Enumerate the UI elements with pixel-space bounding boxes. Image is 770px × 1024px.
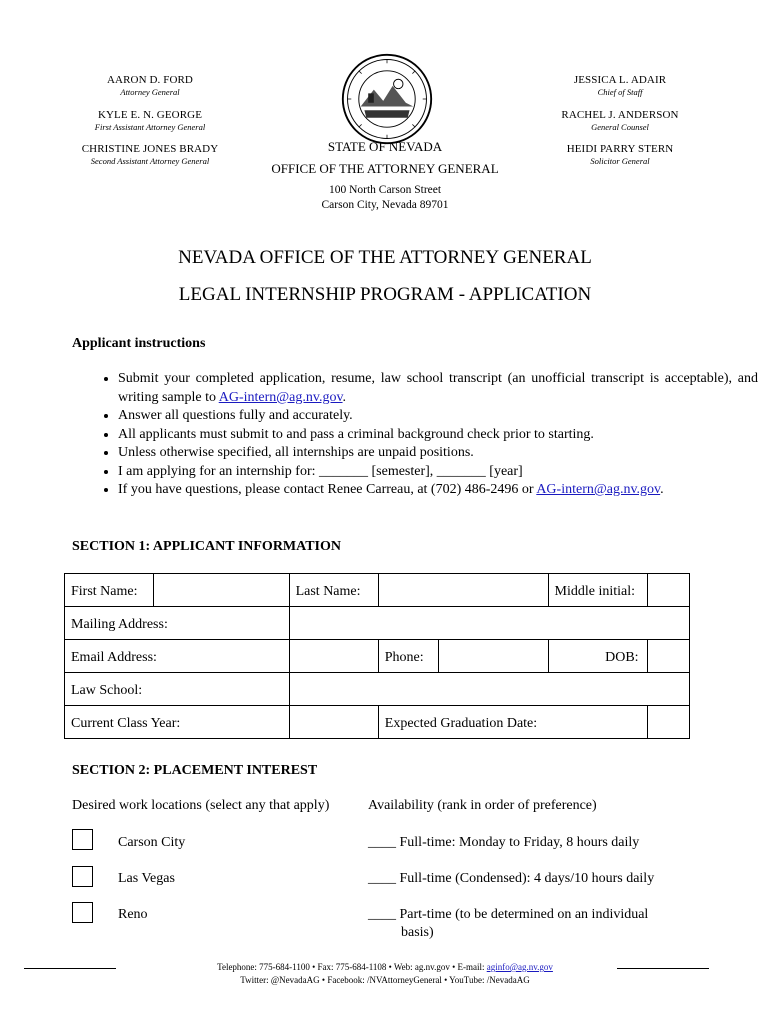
law-school-label: Law School: xyxy=(65,673,290,706)
dob-label: DOB: xyxy=(548,640,647,673)
second-assistant-name: CHRISTINE JONES BRADY xyxy=(81,143,219,155)
instructions-list xyxy=(72,370,758,500)
class-year-label: Current Class Year: xyxy=(65,706,290,739)
address-street: 100 North Carson Street xyxy=(328,184,442,196)
office-name: OFFICE OF THE ATTORNEY GENERAL xyxy=(271,161,499,176)
location-las-vegas: Las Vegas xyxy=(118,871,175,886)
footer-social: Twitter: @NevadaAG • Facebook: /NVAttorneyGeneral • YouTube: /NevadaAG xyxy=(240,975,530,985)
availability-part-time-cont: basis) xyxy=(401,925,434,940)
carson-city-checkbox[interactable] xyxy=(72,829,93,850)
nevada-state-seal-icon xyxy=(340,52,434,146)
class-year-field[interactable] xyxy=(289,706,378,739)
list-item: • Unless otherwise specified, all internships are unpaid positions. xyxy=(118,444,758,463)
general-counsel-name: RACHEL J. ANDERSON xyxy=(561,109,679,121)
first-assistant-role: First Assistant Attorney General xyxy=(94,122,206,132)
mailing-address-field[interactable] xyxy=(289,607,689,640)
list-item: • Submit your completed application, resume, law school transcript (an unofficial transcript is acceptable), and writing sample to AG-intern@ag.nv.gov. xyxy=(118,370,758,407)
contact-email-link[interactable]: AG-intern@ag.nv.gov xyxy=(536,482,661,497)
first-name-label: First Name: xyxy=(65,574,154,607)
middle-initial-label: Middle initial: xyxy=(548,574,647,607)
list-item: • Answer all questions fully and accurately. xyxy=(118,407,758,426)
grad-date-label: Expected Graduation Date: xyxy=(378,706,647,739)
reno-checkbox[interactable] xyxy=(72,902,93,923)
address-city: Carson City, Nevada 89701 xyxy=(321,199,449,211)
last-name-field[interactable] xyxy=(378,574,548,607)
email-label: Email Address: xyxy=(65,640,290,673)
ag-role: Attorney General xyxy=(120,87,180,97)
list-item: • All applicants must submit to and pass a criminal background check prior to starting. xyxy=(118,426,758,445)
solicitor-general-name: HEIDI PARRY STERN xyxy=(566,143,674,155)
locations-label: Desired work locations (select any that apply) xyxy=(72,798,330,813)
law-school-field[interactable] xyxy=(289,673,689,706)
email-field[interactable] xyxy=(289,640,378,673)
las-vegas-checkbox[interactable] xyxy=(72,866,93,887)
availability-part-time: ____ Part-time (to be determined on an individual xyxy=(368,907,649,922)
phone-field[interactable] xyxy=(438,640,548,673)
location-carson-city: Carson City xyxy=(118,835,186,850)
last-name-label: Last Name: xyxy=(289,574,378,607)
list-item: • I am applying for an internship for: _______ [semester], _______ [year] xyxy=(118,463,758,482)
chief-of-staff-name: JESSICA L. ADAIR xyxy=(573,74,667,86)
first-assistant-name: KYLE E. N. GEORGE xyxy=(97,109,203,121)
document-subtitle: LEGAL INTERNSHIP PROGRAM - APPLICATION xyxy=(178,284,592,305)
first-name-field[interactable] xyxy=(154,574,289,607)
footer-email-link[interactable]: aginfo@ag.nv.gov xyxy=(486,962,553,972)
dob-field[interactable] xyxy=(647,640,689,673)
availability-full-time: ____ Full-time: Monday to Friday, 8 hours daily xyxy=(368,835,640,850)
ag-name: AARON D. FORD xyxy=(107,74,193,86)
chief-of-staff-role: Chief of Staff xyxy=(597,87,643,97)
grad-date-field[interactable] xyxy=(647,706,689,739)
document-title: NEVADA OFFICE OF THE ATTORNEY GENERAL xyxy=(178,247,592,268)
list-item: • If you have questions, please contact Renee Carreau, at (702) 486-2496 or AG-intern@ag.nv.gov. xyxy=(118,481,758,500)
phone-label: Phone: xyxy=(378,640,438,673)
availability-condensed: ____ Full-time (Condensed): 4 days/10 hours daily xyxy=(368,871,655,886)
instructions-heading: Applicant instructions xyxy=(72,336,206,351)
second-assistant-role: Second Assistant Attorney General xyxy=(90,156,210,166)
footer-contact: Telephone: 775-684-1100 • Fax: 775-684-1108 • Web: ag.nv.gov • E-mail: aginfo@ag.nv.gov xyxy=(217,962,553,972)
footer-rule-left xyxy=(24,968,116,969)
intern-email-link[interactable]: AG-intern@ag.nv.gov xyxy=(218,389,343,405)
state-name: STATE OF NEVADA xyxy=(327,139,443,154)
availability-label: Availability (rank in order of preference) xyxy=(368,798,597,813)
solicitor-general-role: Solicitor General xyxy=(590,156,650,166)
section1-heading: SECTION 1: APPLICANT INFORMATION xyxy=(72,539,342,554)
middle-initial-field[interactable] xyxy=(647,574,689,607)
location-reno: Reno xyxy=(118,907,148,922)
mailing-address-label: Mailing Address: xyxy=(65,607,290,640)
applicant-info-table xyxy=(64,573,690,739)
general-counsel-role: General Counsel xyxy=(591,122,649,132)
section2-heading: SECTION 2: PLACEMENT INTEREST xyxy=(72,763,318,778)
